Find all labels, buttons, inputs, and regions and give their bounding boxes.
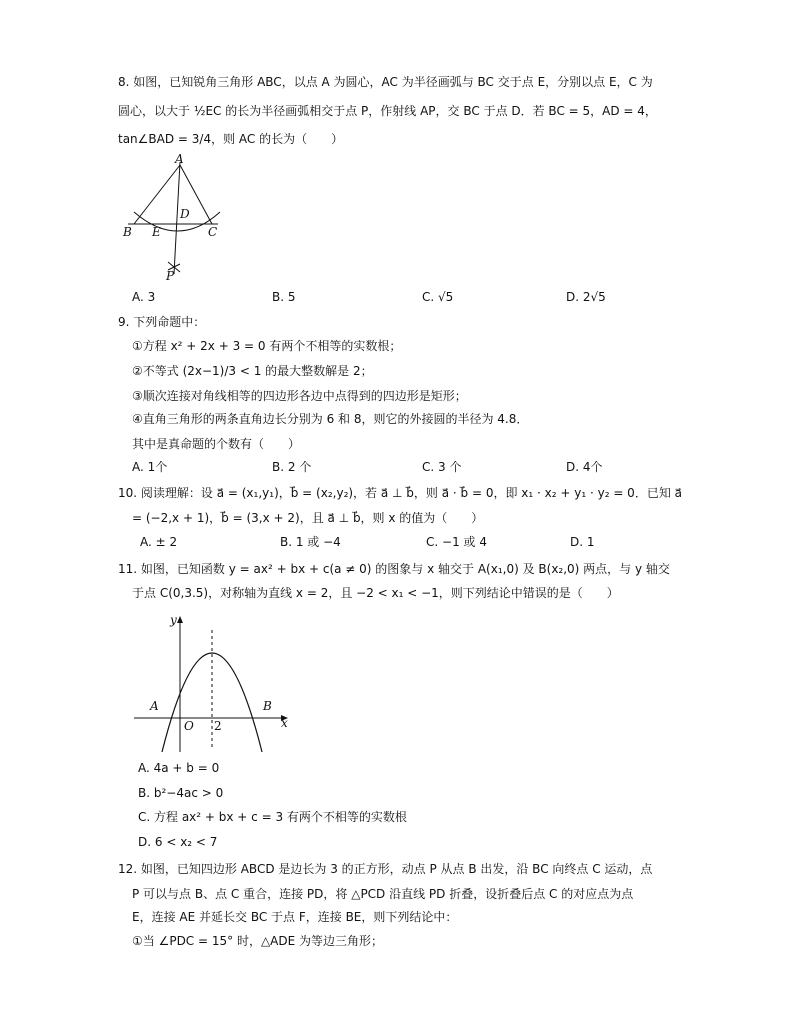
- label-D: D: [180, 207, 190, 221]
- q9-option-c: C. 3 个: [422, 460, 462, 474]
- q9-item-4: ④直角三角形的两条直角边长分别为 6 和 8，则它的外接圆的半径为 4.8．: [132, 412, 529, 426]
- q10-line-2: = (−2,x + 1)，b⃗ = (3,x + 2)，且 a⃗ ⊥ b⃗，则 x 的值为（ ）: [132, 511, 484, 525]
- q10-line-1: 10. 阅读理解：设 a⃗ = (x₁,y₁)，b⃗ = (x₂,y₂)，若 a⃗ ⊥ b⃗，则 a⃗ · b⃗ = 0，即 x₁ · x₂ + y₁ · y₂ = 0．已知 a⃗: [118, 486, 682, 500]
- q11-option-b: B. b²−4ac > 0: [138, 786, 224, 800]
- q8-option-d: D. 2√5: [566, 290, 606, 304]
- q8-triangle-figure: [118, 150, 228, 285]
- segment-AB: [134, 165, 180, 224]
- label-y: y: [170, 613, 177, 627]
- q11-option-c: C. 方程 ax² + bx + c = 3 有两个不相等的实数根: [138, 810, 407, 824]
- q10-option-a: A. ± 2: [140, 535, 178, 549]
- q8-line-2: 圆心，以大于 ½EC 的长为半径画弧相交于点 P，作射线 AP，交 BC 于点 D．若 BC = 5，AD = 4，: [118, 104, 657, 118]
- label-O: O: [184, 719, 194, 733]
- q12-item-1: ①当 ∠PDC = 15° 时，△ADE 为等边三角形；: [132, 934, 384, 948]
- q11-option-d: D. 6 < x₂ < 7: [138, 835, 218, 849]
- label-A: A: [150, 699, 159, 713]
- q10-option-d: D. 1: [570, 535, 595, 549]
- q12-line-2: P 可以与点 B、点 C 重合，连接 PD，将 △PCD 沿直线 PD 折叠，设折叠后点 C 的对应点为点: [132, 887, 634, 901]
- y-axis-arrow: [177, 616, 183, 623]
- q12-line-3: E，连接 AE 并延长交 BC 于点 F，连接 BE，则下列结论中：: [132, 910, 458, 924]
- q8-option-a: A. 3: [132, 290, 156, 304]
- q9-item-1: ①方程 x² + 2x + 3 = 0 有两个不相等的实数根；: [132, 339, 402, 353]
- label-x: x: [281, 716, 288, 730]
- q8-line-3: tan∠BAD = 3/4，则 AC 的长为（ ）: [118, 132, 344, 146]
- q9-option-b: B. 2 个: [272, 460, 312, 474]
- q11-line-2: 于点 C(0,3.5)，对称轴为直线 x = 2，且 −2 < x₁ < −1，则下列结论中错误的是（ ）: [132, 586, 619, 600]
- label-A: A: [175, 152, 184, 166]
- q9-option-d: D. 4个: [566, 460, 603, 474]
- q11-parabola-figure: [130, 606, 295, 754]
- label-B: B: [263, 699, 272, 713]
- label-2: 2: [214, 719, 222, 733]
- q10-option-b: B. 1 或 −4: [280, 535, 341, 549]
- q9-line-1: 9. 下列命题中：: [118, 315, 206, 329]
- q11-line-1: 11. 如图，已知函数 y = ax² + bx + c(a ≠ 0) 的图象与 x 轴交于 A(x₁,0) 及 B(x₂,0) 两点，与 y 轴交: [118, 562, 670, 576]
- q9-item-3: ③顺次连接对角线相等的四边形各边中点得到的四边形是矩形；: [132, 389, 467, 403]
- q8-line-1: 8. 如图，已知锐角三角形 ABC，以点 A 为圆心，AC 为半径画弧与 BC 交于点 E，分别以点 E，C 为: [118, 75, 653, 89]
- q8-option-c: C. √5: [422, 290, 454, 304]
- label-E: E: [152, 225, 161, 239]
- q12-line-1: 12. 如图，已知四边形 ABCD 是边长为 3 的正方形，动点 P 从点 B 出发，沿 BC 向终点 C 运动，点: [118, 862, 653, 876]
- q9-line-last: 其中是真命题的个数有（ ）: [132, 437, 301, 451]
- q9-option-a: A. 1个: [132, 460, 168, 474]
- label-C: C: [208, 225, 218, 239]
- q10-option-c: C. −1 或 4: [426, 535, 487, 549]
- q8-option-b: B. 5: [272, 290, 296, 304]
- label-P: P: [166, 269, 175, 283]
- q11-option-a: A. 4a + b = 0: [138, 761, 220, 775]
- q9-item-2: ②不等式 (2x−1)/3 < 1 的最大整数解是 2；: [132, 364, 373, 378]
- label-B: B: [123, 225, 132, 239]
